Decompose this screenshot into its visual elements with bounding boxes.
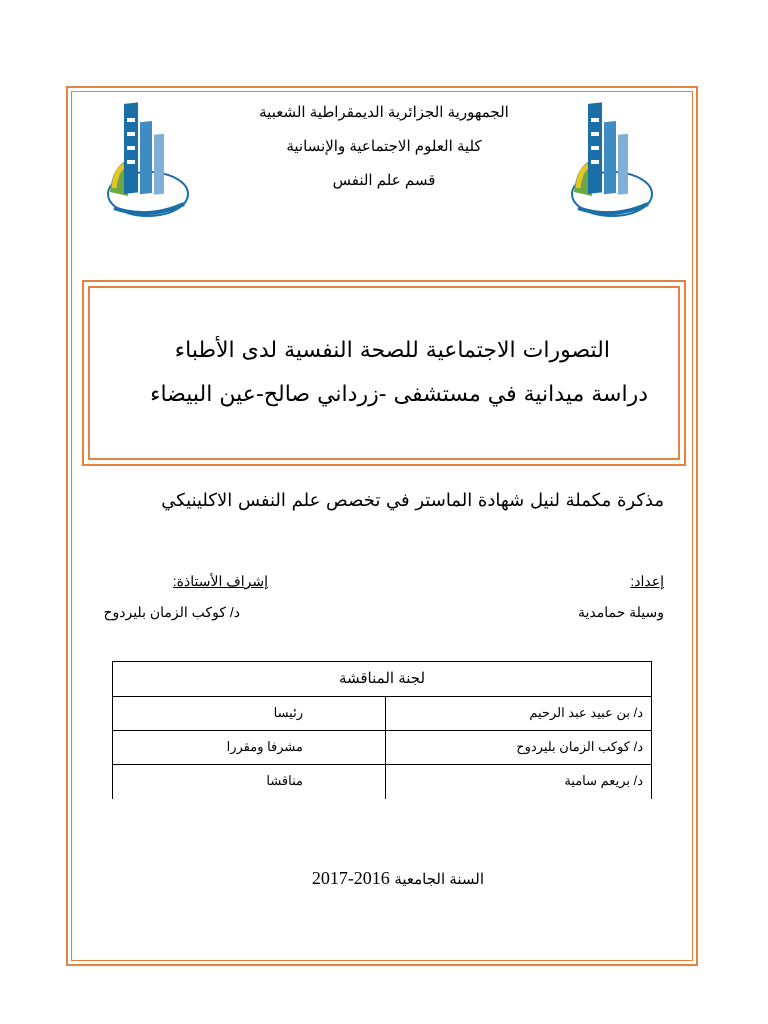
thesis-title: التصورات الاجتماعية للصحة النفسية لدى الأطباء — [174, 338, 610, 363]
degree-statement: مذكرة مكملة لنيل شهادة الماستر في تخصص علم النفس الاكلينيكي — [161, 490, 664, 511]
table-row — [112, 765, 652, 799]
member-name: د/ بريعم سامية — [564, 773, 643, 788]
republic-name: الجمهورية الجزائرية الديمقراطية الشعبية — [259, 104, 509, 121]
supervisor-name: د/ كوكب الزمان بليردوح — [103, 604, 240, 620]
committee-title: لجنة المناقشة — [112, 661, 652, 697]
member-role: مشرفا ومقررا — [226, 739, 303, 754]
supervisor-label: إشراف الأستاذة: — [172, 573, 268, 589]
student-name: وسيلة حمامدية — [577, 604, 664, 620]
prepared-by-label: إعداد: — [630, 573, 664, 589]
academic-year-value: 2017-2016 — [311, 868, 390, 888]
column-divider — [385, 765, 386, 799]
academic-year — [200, 868, 484, 889]
member-name: د/ بن عبيد عبد الرحيم — [529, 705, 643, 720]
committee-table — [112, 661, 652, 797]
column-divider — [385, 697, 386, 730]
column-divider — [385, 731, 386, 764]
table-row — [112, 697, 652, 731]
university-logo-left — [104, 96, 200, 226]
department-name: قسم علم النفس — [332, 172, 436, 189]
title-box-inner — [88, 286, 680, 460]
academic-year-label: السنة الجامعية — [394, 871, 484, 888]
member-role: مناقشا — [266, 773, 303, 788]
faculty-name: كلية العلوم الاجتماعية والإنسانية — [286, 138, 482, 155]
institution-header — [200, 100, 568, 202]
thesis-subtitle: دراسة ميدانية في مستشفى -زرداني صالح-عين البيضاء — [150, 382, 648, 407]
university-logo-right — [568, 96, 664, 226]
table-row — [112, 731, 652, 765]
member-name: د/ كوكب الزمان بليردوح — [516, 739, 643, 754]
member-role: رئيسا — [273, 705, 303, 720]
